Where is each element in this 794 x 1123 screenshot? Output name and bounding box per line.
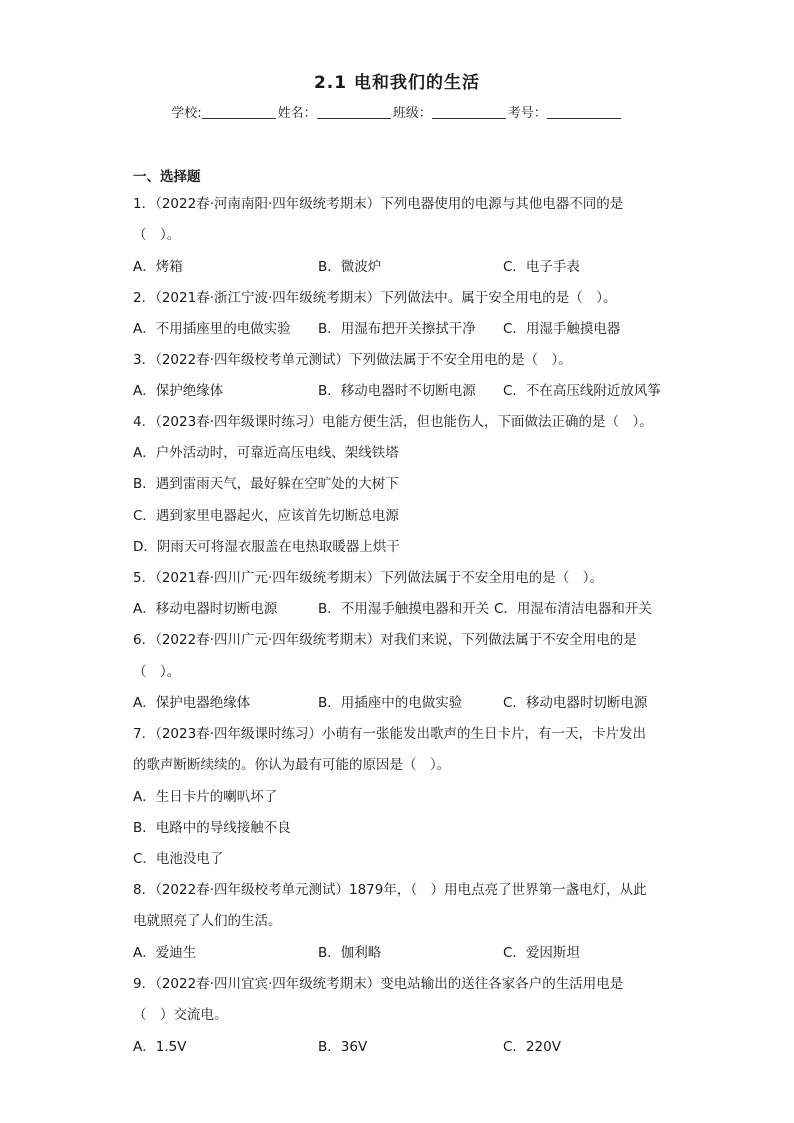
question-2-option-b[interactable]: B．用湿布把开关擦拭干净: [318, 321, 476, 337]
question-3-option-b[interactable]: B．移动电器时不切断电源: [318, 383, 476, 399]
question-8-option-b[interactable]: B．伽利略: [318, 945, 382, 961]
question-1-option-c[interactable]: C．电子手表: [503, 259, 580, 275]
question-4-option-d[interactable]: D．阴雨天可将湿衣服盖在电热取暖器上烘干: [133, 539, 400, 555]
question-1-option-b[interactable]: B．微波炉: [318, 259, 382, 275]
question-8-line-1: 8．（2022春·四年级校考单元测试）1879年，（ ）用电点亮了世界第一盏电灯，从此: [133, 882, 647, 898]
question-6-option-c[interactable]: C．移动电器时切断电源: [503, 695, 648, 711]
question-1-line-2: （ ）。: [133, 227, 181, 243]
question-3-line-1: 3．（2022春·四年级校考单元测试）下列做法属于不安全用电的是（ ）。: [133, 352, 572, 368]
question-5-option-b[interactable]: B．不用湿手触摸电器和开关: [318, 601, 490, 617]
question-2-option-c[interactable]: C．用湿手触摸电器: [503, 321, 621, 337]
question-8-option-a[interactable]: A．爱迪生: [133, 945, 197, 961]
question-6-option-a[interactable]: A．保护电器绝缘体: [133, 695, 251, 711]
question-3-option-a[interactable]: A．保护绝缘体: [133, 383, 224, 399]
question-4-line-1: 4．（2023春·四年级课时练习）电能方便生活，但也能伤人，下面做法正确的是（ ）。: [133, 414, 653, 430]
school-blank[interactable]: [202, 104, 276, 119]
question-8-line-2: 电就照亮了人们的生活。: [133, 913, 282, 929]
question-2-line-1: 2．（2021春·浙江宁波·四年级统考期末）下列做法中。属于安全用电的是（ ）。: [133, 290, 617, 306]
question-9-option-a[interactable]: A．1.5V: [133, 1039, 187, 1055]
question-7-line-2: 的歌声断断续续的。你认为最有可能的原因是（ ）。: [133, 757, 451, 773]
name-blank[interactable]: [317, 104, 391, 119]
school-label: 学校:: [171, 106, 202, 121]
class-label: 班级：: [392, 106, 432, 121]
student-info-line: [0, 102, 794, 121]
exam-number-label: 考号：: [507, 106, 547, 121]
question-1-line-1: 1．（2022春·河南南阳·四年级统考期末）下列电器使用的电源与其他电器不同的是: [133, 196, 624, 212]
question-4-option-c[interactable]: C．遇到家里电器起火，应该首先切断总电源: [133, 508, 399, 524]
name-label: 姓名：: [277, 106, 317, 121]
question-6-line-1: 6．（2022春·四川广元·四年级统考期末）对我们来说，下列做法属于不安全用电的是: [133, 632, 637, 648]
question-9-line-1: 9．（2022春·四川宜宾·四年级统考期末）变电站输出的送往各家各户的生活用电是: [133, 976, 624, 992]
question-6-option-b[interactable]: B．用插座中的电做实验: [318, 695, 463, 711]
question-2-option-a[interactable]: A．不用插座里的电做实验: [133, 321, 291, 337]
question-6-line-2: （ ）。: [133, 664, 181, 680]
question-4-option-b[interactable]: B．遇到雷雨天气，最好躲在空旷处的大树下: [133, 476, 399, 492]
question-8-option-c[interactable]: C．爱因斯坦: [503, 945, 580, 961]
section-heading: 一、选择题: [133, 169, 201, 185]
question-9-option-c[interactable]: C．220V: [503, 1039, 561, 1055]
question-9-option-b[interactable]: B．36V: [318, 1039, 368, 1055]
question-7-option-b[interactable]: B．电路中的导线接触不良: [133, 820, 291, 836]
class-blank[interactable]: [432, 104, 506, 119]
page-title: 2.1 电和我们的生活: [313, 73, 481, 93]
question-1-option-a[interactable]: A．烤箱: [133, 259, 183, 275]
question-5-line-1: 5．（2021春·四川广元·四年级统考期末）下列做法属于不安全用电的是（ ）。: [133, 570, 604, 586]
exam-number-blank[interactable]: [547, 104, 621, 119]
question-7-option-a[interactable]: A．生日卡片的喇叭坏了: [133, 789, 278, 805]
question-5-option-c[interactable]: C．用湿布清洁电器和开关: [494, 601, 652, 617]
question-3-option-c[interactable]: C．不在高压线附近放风筝: [503, 383, 661, 399]
question-7-option-c[interactable]: C．电池没电了: [133, 851, 224, 867]
question-5-option-a[interactable]: A．移动电器时切断电源: [133, 601, 278, 617]
question-9-line-2: （ ）交流电。: [133, 1007, 228, 1023]
question-4-option-a[interactable]: A．户外活动时，可靠近高压电线、架线铁塔: [133, 445, 399, 461]
question-7-line-1: 7．（2023春·四年级课时练习）小萌有一张能发出歌声的生日卡片，有一天，卡片发出: [133, 726, 646, 742]
